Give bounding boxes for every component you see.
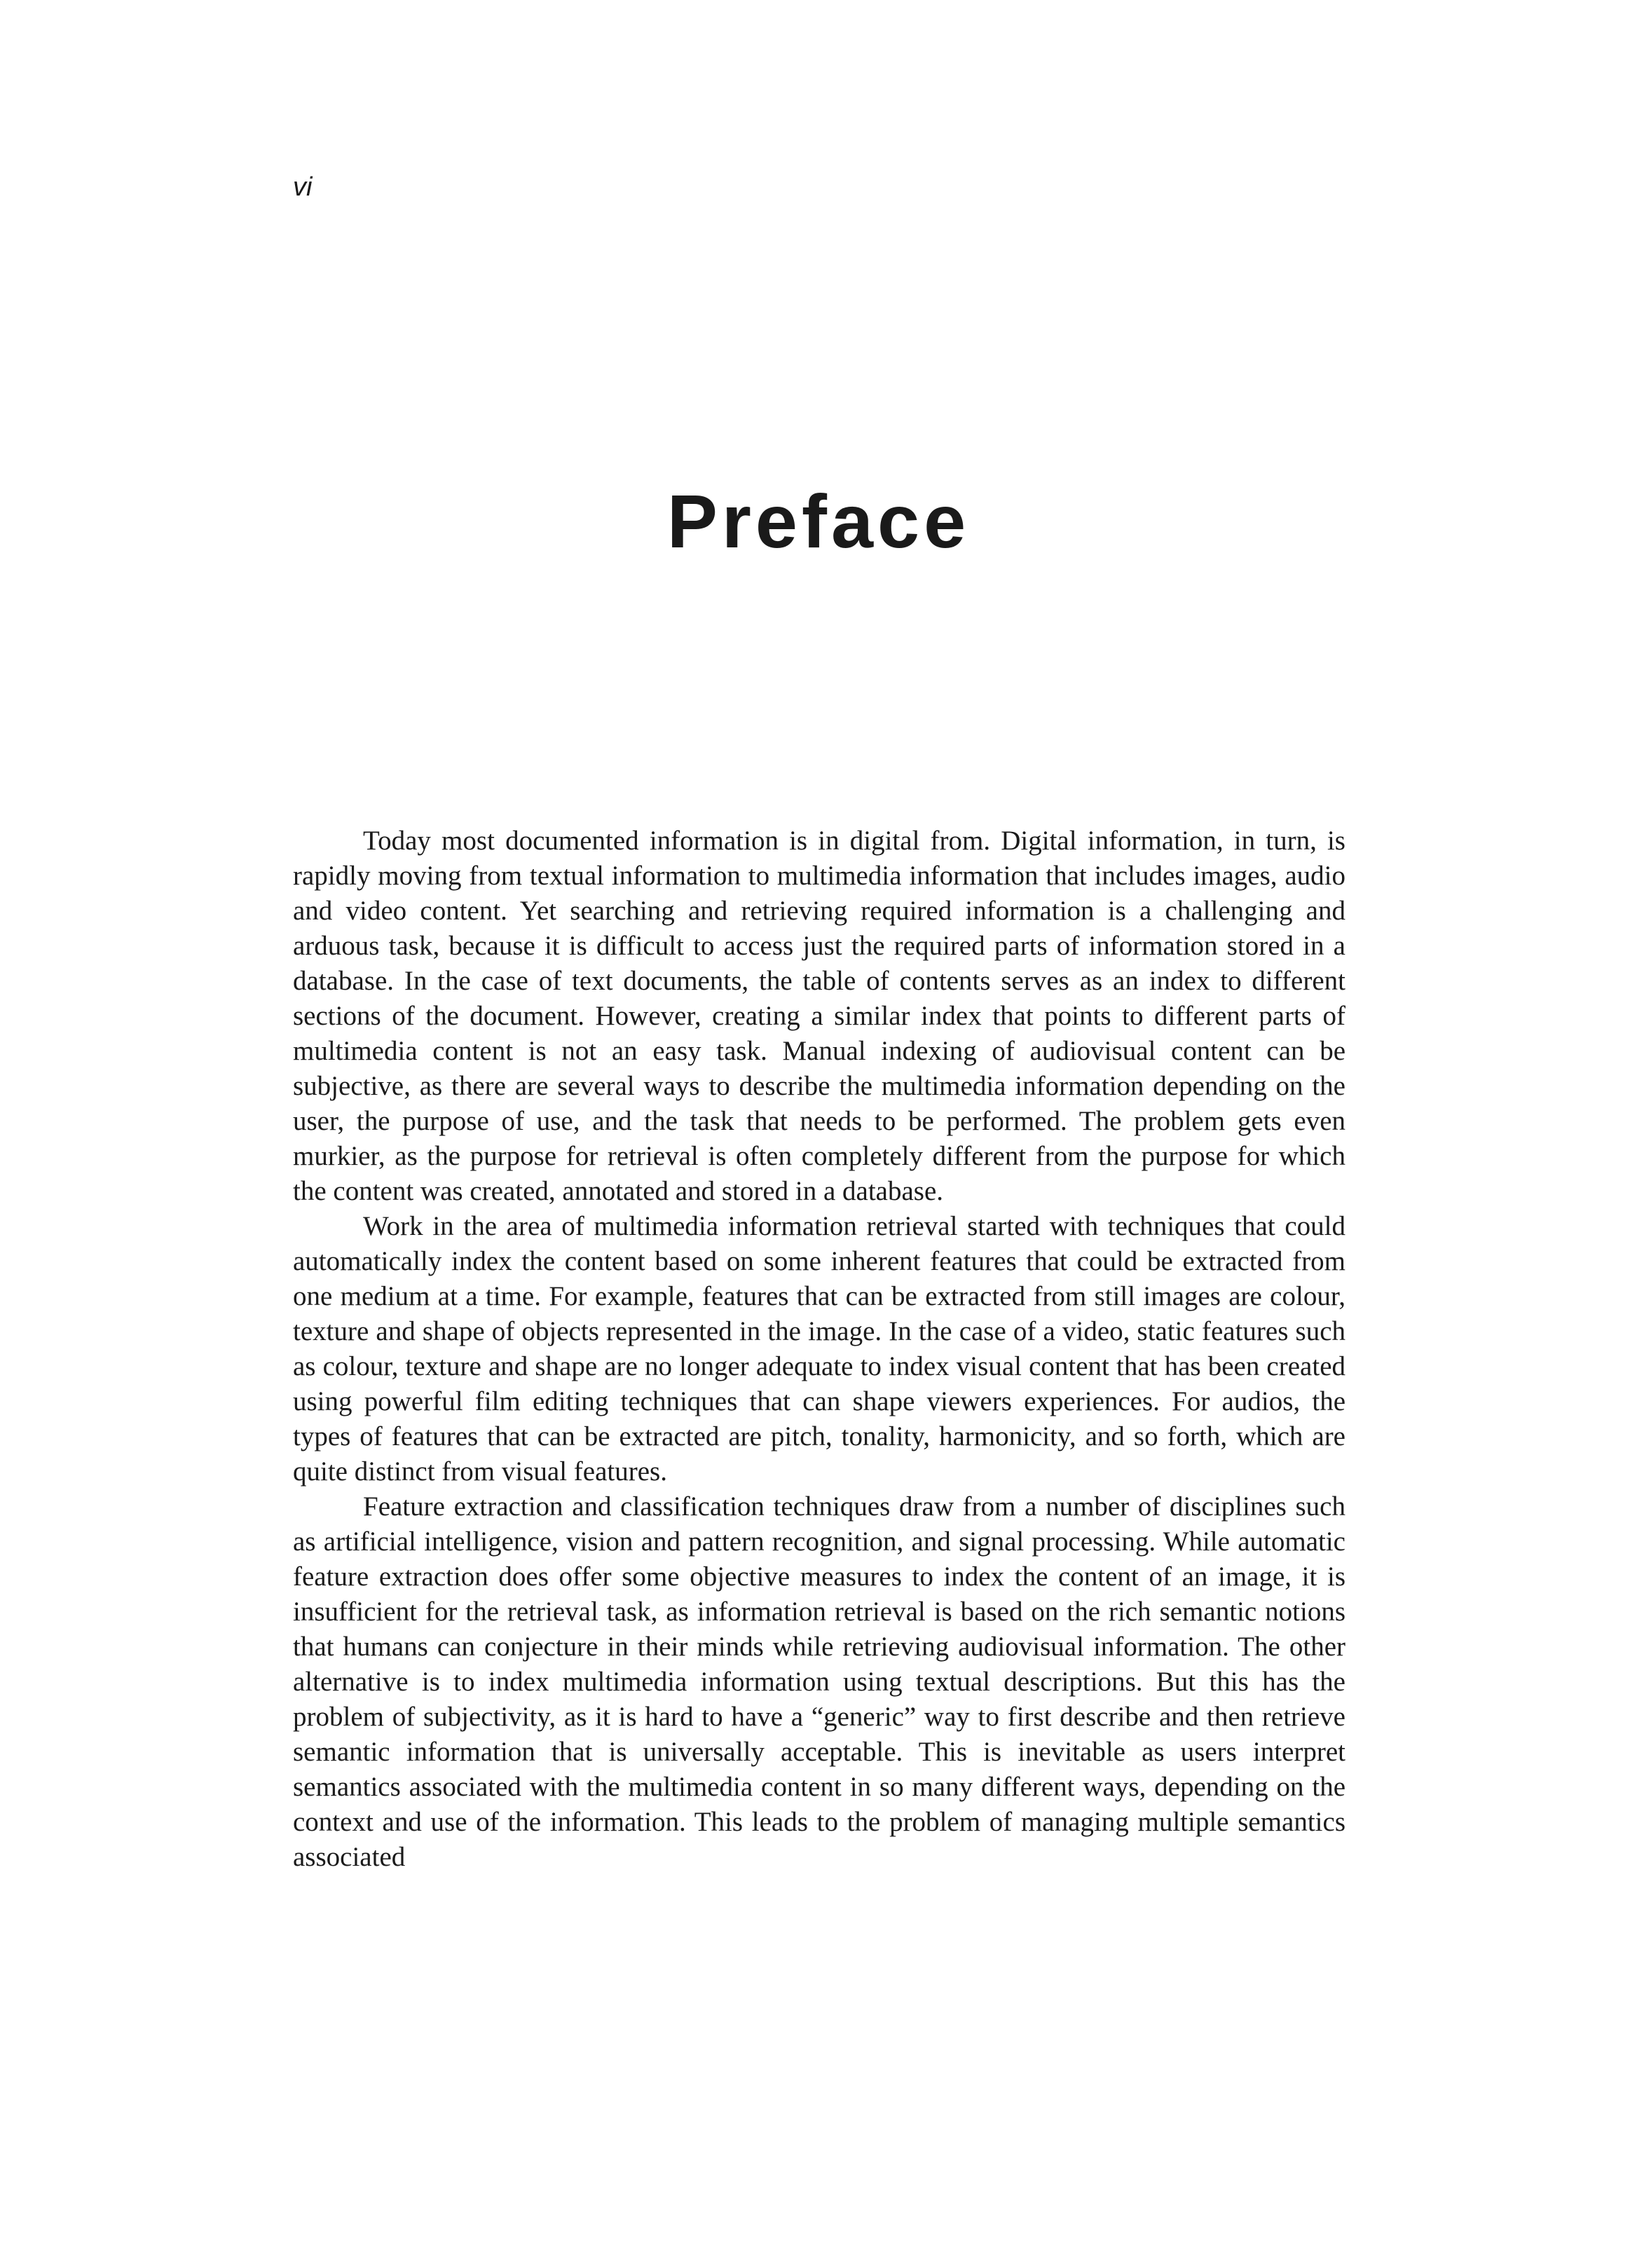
body-text [293,824,1345,1875]
page-number: vi [293,172,313,202]
paragraph: Feature extraction and classification techniques draw from a number of disciplines such as artificial intelligence, vision and pattern recognition, and signal processing. While automatic feature extraction does offer some objective measures to index the content of an image, it is insufficient for the retrieval task, as information retrieval is based on the rich semantic notions that humans can conjecture in their minds while retrieving audiovisual information. The other alternative is to index multimedia information using textual descriptions. But this has the problem of subjectivity, as it is hard to have a “generic” way to first describe and then retrieve semantic information that is universally acceptable. This is inevitable as users interpret semantics associated with the multimedia content in so many different ways, depending on the context and use of the information. This leads to the problem of managing multiple semantics associated [293,1491,1345,1872]
chapter-title: Preface [666,479,971,563]
paragraph: Today most documented information is in digital from. Digital information, in turn, is rapidly moving from textual information to multimedia information that includes images, audio and video content. Yet searching and retrieving required information is a challenging and arduous task, because it is difficult to access just the required parts of information stored in a database. In the case of text documents, the table of contents serves as an index to different sections of the document. However, creating a similar index that points to different parts of multimedia content is not an easy task. Manual indexing of audiovisual content can be subjective, as there are several ways to describe the multimedia information depending on the user, the purpose of use, and the task that needs to be performed. The problem gets even murkier, as the purpose for retrieval is often completely different from the purpose for which the content was created, annotated and stored in a database. [293,826,1345,1206]
paragraph: Work in the area of multimedia information retrieval started with techniques that could automatically index the content based on some inherent features that could be extracted from one medium at a time. For example, features that can be extracted from still images are colour, texture and shape of objects represented in the image. In the case of a video, static features such as colour, texture and shape are no longer adequate to index visual content that has been created using powerful film editing techniques that can shape viewers experiences. For audios, the types of features that can be extracted are pitch, tonality, harmonicity, and so forth, which are quite distinct from visual features. [293,1211,1345,1487]
